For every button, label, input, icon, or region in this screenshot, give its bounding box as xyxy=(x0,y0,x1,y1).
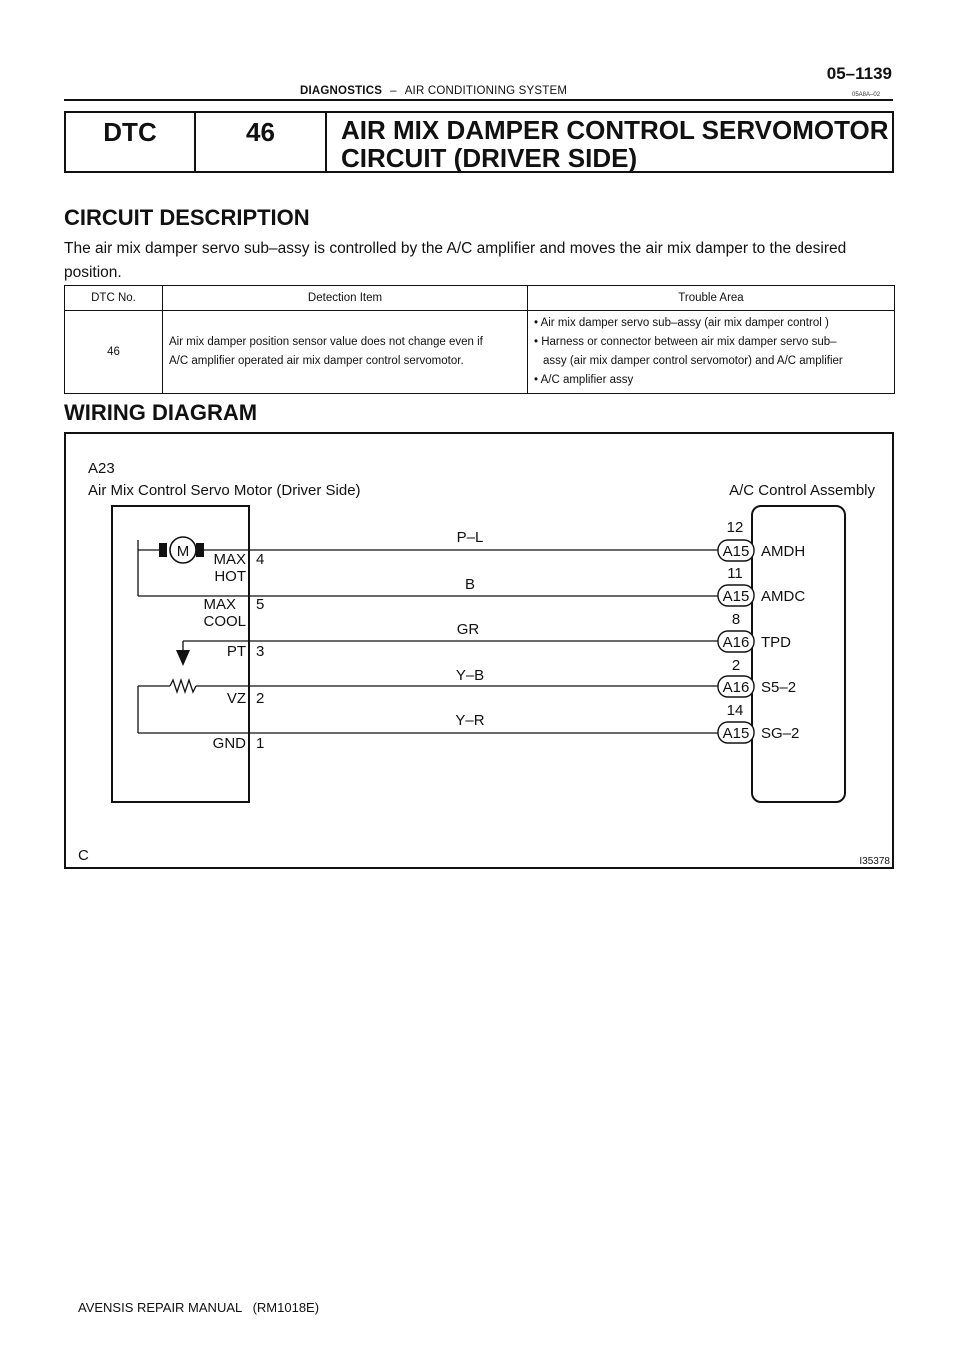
terminal-name: AMDH xyxy=(761,543,806,560)
cell-trouble-area xyxy=(528,311,895,394)
wire-color: B xyxy=(464,576,476,593)
page-number: 05–1139 xyxy=(826,64,892,83)
connector-pin: 12 xyxy=(726,519,744,536)
terminal-name: TPD xyxy=(761,634,791,651)
circuit-row-3 xyxy=(227,611,791,660)
figure-id: I35378 xyxy=(859,856,890,867)
pin-label: VZ xyxy=(226,690,246,707)
pin-number: 4 xyxy=(256,551,265,568)
header-rule xyxy=(64,99,893,101)
wiring-diagram xyxy=(64,432,894,869)
connector-code: A15 xyxy=(722,543,750,560)
circuit-row-4 xyxy=(227,657,796,707)
pin-label-cool: COOL xyxy=(203,613,246,630)
doc-code: 05A8A–02 xyxy=(852,92,881,98)
connector-code: A16 xyxy=(722,679,750,696)
trouble-area-1: • Air mix damper servo sub–assy (air mix damper control ) xyxy=(534,317,829,329)
connector-pin: 8 xyxy=(731,611,741,628)
wire-color: Y–R xyxy=(455,712,485,729)
motor-label: M xyxy=(176,543,190,560)
wiring-diagram-heading: WIRING DIAGRAM xyxy=(64,400,258,425)
pin-label: GND xyxy=(212,735,246,752)
trouble-table xyxy=(64,285,895,394)
table-header-detection: Detection Item xyxy=(163,286,528,311)
running-header xyxy=(300,85,567,97)
circuit-row-1 xyxy=(213,519,805,585)
trouble-area-2a: • Harness or connector between air mix damper servo sub– xyxy=(534,336,837,348)
dtc-title-line1: AIR MIX DAMPER CONTROL SERVOMOTOR xyxy=(341,115,889,145)
corner-letter: C xyxy=(78,847,89,864)
pin-number: 3 xyxy=(256,643,265,660)
pin-label: PT xyxy=(226,643,246,660)
connector-pin: 2 xyxy=(731,657,741,674)
pin-number: 5 xyxy=(256,596,265,613)
trouble-area-3: • A/C amplifier assy xyxy=(534,374,634,386)
left-component-name: Air Mix Control Servo Motor (Driver Side) xyxy=(88,482,361,499)
connector-code: A16 xyxy=(722,634,750,651)
circuit-row-5 xyxy=(213,702,800,752)
header-subsection: AIR CONDITIONING SYSTEM xyxy=(404,85,568,97)
header-dash: – xyxy=(390,85,397,97)
connector-pin: 11 xyxy=(727,565,743,582)
connector-code: A15 xyxy=(722,725,750,742)
pin-number: 2 xyxy=(256,690,265,707)
table-row xyxy=(65,311,895,394)
wire-color: GR xyxy=(456,621,480,638)
detection-line2: A/C amplifier operated air mix damper control servomotor. xyxy=(169,355,464,367)
dtc-code: 46 xyxy=(196,113,327,171)
footer: AVENSIS REPAIR MANUAL (RM1018E) xyxy=(78,1300,320,1315)
pin-label-max: MAX xyxy=(203,596,236,613)
connector-code: A15 xyxy=(722,588,750,605)
wire-color: P–L xyxy=(456,529,484,546)
terminal-name: S5–2 xyxy=(761,679,797,696)
trouble-area-2b: assy (air mix damper control servomotor) and A/C amplifier xyxy=(543,355,843,367)
connector-pin: 14 xyxy=(726,702,744,719)
table-header-dtc-no: DTC No. xyxy=(65,286,163,311)
terminal-name: AMDC xyxy=(761,588,806,605)
dtc-title-line2: CIRCUIT (DRIVER SIDE) xyxy=(341,143,638,173)
detection-line1: Air mix damper position sensor value does not change even if xyxy=(169,336,483,348)
circuit-description-heading: CIRCUIT DESCRIPTION xyxy=(64,205,310,230)
terminal-name: SG–2 xyxy=(761,725,800,742)
pin-number: 1 xyxy=(256,735,265,752)
dtc-title-box xyxy=(64,111,894,173)
table-header-row xyxy=(65,286,895,311)
left-component-code: A23 xyxy=(88,460,115,477)
cell-dtc-no: 46 xyxy=(65,311,163,394)
right-component-name: A/C Control Assembly xyxy=(729,482,875,499)
wire-color: Y–B xyxy=(455,667,485,684)
table-header-trouble-area: Trouble Area xyxy=(528,286,895,311)
cell-detection-item xyxy=(163,311,528,394)
pin-label-max: MAX xyxy=(213,551,246,568)
header-section: DIAGNOSTICS xyxy=(300,85,383,97)
circuit-row-2 xyxy=(203,565,805,630)
dtc-title xyxy=(327,113,892,171)
circuit-description-text: The air mix damper servo sub–assy is controlled by the A/C amplifier and moves the air mix damper to the desired position. xyxy=(64,240,847,281)
dtc-label: DTC xyxy=(66,113,196,171)
pin-label-hot: HOT xyxy=(214,568,246,585)
